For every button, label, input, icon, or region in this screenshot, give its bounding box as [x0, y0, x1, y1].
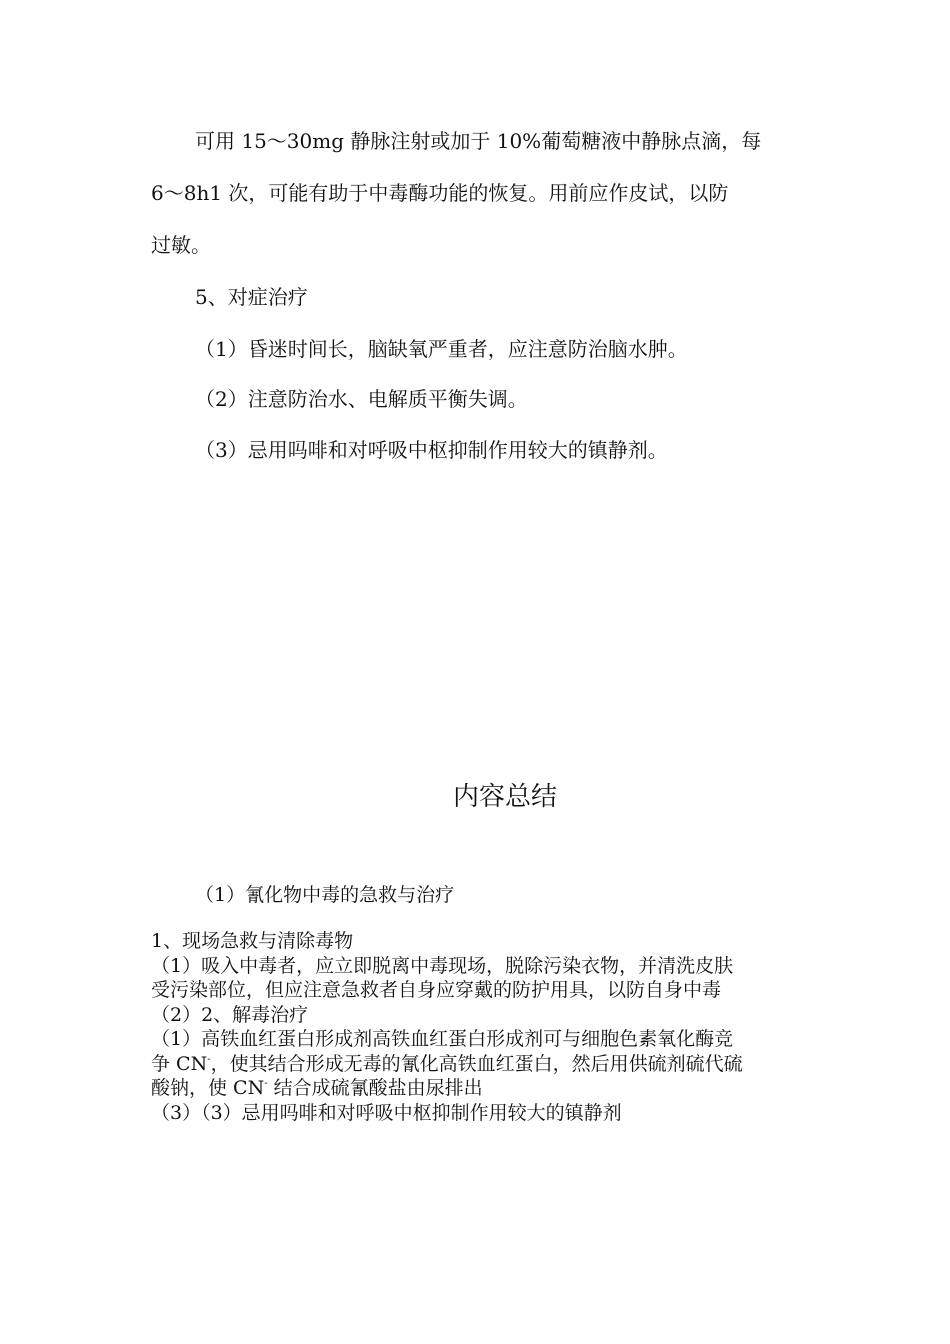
list-item: （2）注意防治水、电解质平衡失调。 [195, 387, 528, 411]
summary-line: （2）2、解毒治疗 [151, 1004, 309, 1026]
summary-title: 内容总结 [452, 782, 557, 812]
summary-line: 受污染部位，但应注意急救者自身应穿戴的防护用具，以防自身中毒 [151, 979, 722, 1001]
superscript-minus: - [264, 1078, 268, 1089]
paragraph-line: 6～8h1 次，可能有助于中毒酶功能的恢复。用前应作皮试，以防 [151, 181, 729, 205]
summary-line: （1）高铁血红蛋白形成剂高铁血红蛋白形成剂可与细胞色素氧化酶竞 [151, 1028, 734, 1050]
summary-text: 结合成硫氰酸盐由尿排出 [267, 1077, 483, 1099]
paragraph-line: 可用 15～30mg 静脉注射或加于 10%葡萄糖液中静脉点滴，每 [195, 129, 762, 153]
section-heading: 5、对症治疗 [195, 285, 308, 309]
summary-subtitle: （1）氰化物中毒的急救与治疗 [195, 884, 455, 906]
superscript-minus: - [207, 1054, 211, 1065]
list-item: （3）忌用吗啡和对呼吸中枢抑制作用较大的镇静剂。 [195, 438, 668, 462]
summary-line: （3）（3）忌用吗啡和对呼吸中枢抑制作用较大的镇静剂 [151, 1102, 622, 1124]
summary-text: 争 CN [151, 1053, 208, 1075]
summary-text: ，使其结合形成无毒的氰化高铁血红蛋白，然后用供硫剂硫代硫 [210, 1053, 743, 1075]
summary-line [151, 1052, 799, 1077]
summary-line: （1）吸入中毒者，应立即脱离中毒现场，脱除污染衣物，并清洗皮肤 [151, 955, 734, 977]
summary-line: 1、现场急救与清除毒物 [151, 930, 354, 952]
list-item: （1）昏迷时间长，脑缺氧严重者，应注意防治脑水肿。 [195, 337, 688, 361]
paragraph-line: 过敏。 [151, 233, 211, 257]
summary-line [151, 1076, 799, 1101]
summary-text: 酸钠，使 CN [151, 1077, 265, 1099]
